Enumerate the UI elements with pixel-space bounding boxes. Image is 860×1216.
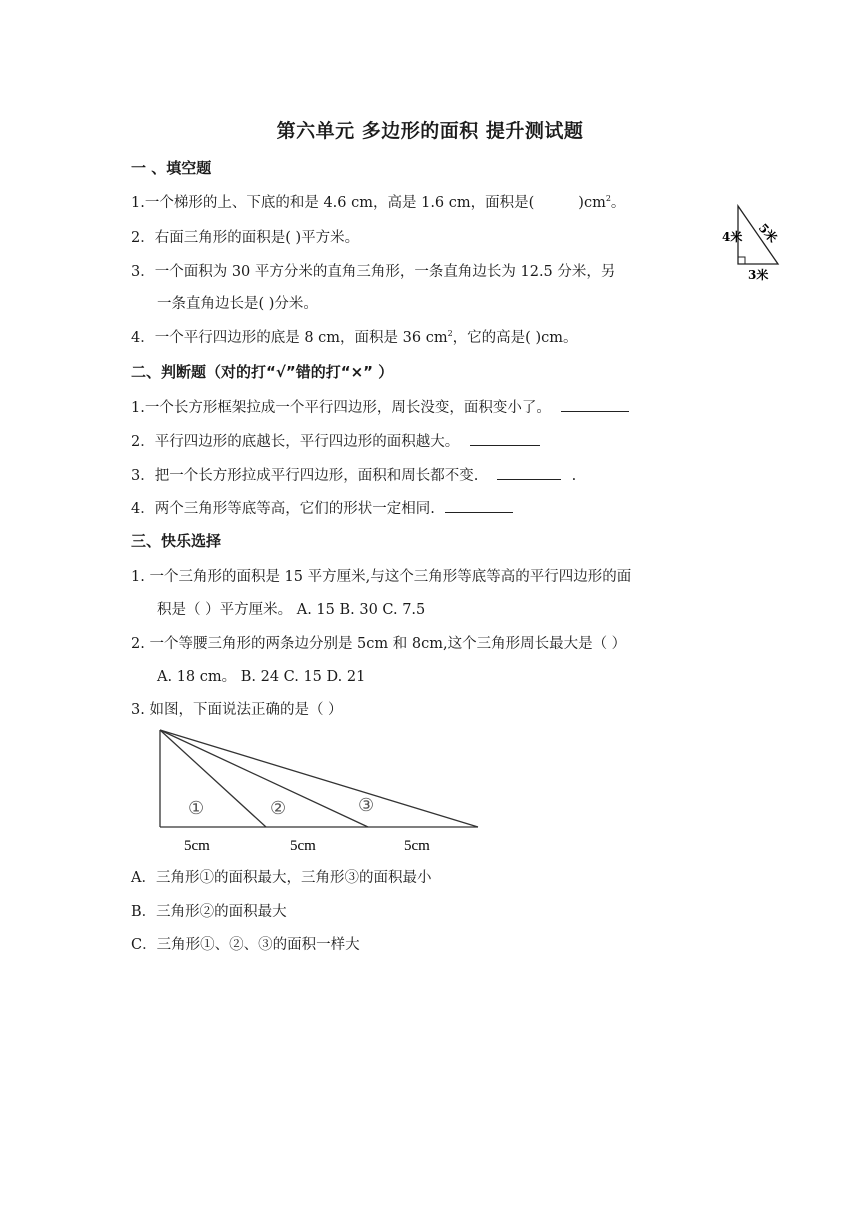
triangle-2-label: ② (270, 798, 287, 819)
q2-3-end: . (571, 468, 577, 484)
option-c[interactable]: C．三角形①、②、③的面积一样大 (131, 937, 360, 953)
answer-blank[interactable] (561, 399, 629, 412)
side-label-5: 5米 (755, 220, 780, 246)
question-3-1-line1: 1. 一个三角形的面积是 15 平方厘米,与这个三角形等底等高的平行四边形的面 (131, 569, 632, 585)
q2-2-text: 2．平行四边形的底越长，平行四边形的面积越大。 (131, 434, 460, 450)
segment-1-label: 5cm (184, 838, 210, 854)
q1-4-end: ，它的高是( )cm。 (452, 330, 578, 346)
question-2-3 (131, 464, 576, 485)
side-label-3: 3米 (748, 268, 769, 282)
segment-2-label: 5cm (290, 838, 316, 854)
question-3-2-line2: A. 18 cm。 B. 24 C. 15 D. 21 (157, 669, 366, 685)
question-1-2: 2．右面三角形的面积是( )平方米。 (131, 230, 360, 246)
section-1-heading: 一 、填空题 (131, 159, 212, 177)
q1-1-sup: 2 (605, 194, 611, 204)
section-3-heading: 三、快乐选择 (131, 532, 222, 550)
question-1-1 (131, 191, 625, 212)
side-label-4: 4米 (722, 230, 743, 244)
q1-4-text: 4．一个平行四边形的底是 8 cm，面积是 36 cm (131, 330, 448, 346)
question-2-2 (131, 430, 540, 451)
question-2-4 (131, 497, 513, 518)
triangle-1-label: ① (188, 798, 205, 819)
answer-blank[interactable] (445, 500, 513, 513)
triangle-3-label: ③ (358, 795, 375, 816)
q1-4-sup: 2 (447, 329, 453, 339)
q1-1-unit: )cm (578, 195, 606, 211)
answer-blank[interactable] (497, 467, 561, 480)
question-3-1-line2: 积是（ ）平方厘米。 A. 15 B. 30 C. 7.5 (157, 602, 426, 618)
q1-1-end: 。 (610, 195, 626, 211)
question-1-3-line1: 3．一个面积为 30 平方分米的直角三角形，一条直角边长为 12.5 分米，另 (131, 264, 616, 280)
option-b[interactable]: B．三角形②的面积最大 (131, 904, 287, 920)
right-triangle-figure (722, 200, 790, 286)
question-3-2-line1: 2. 一个等腰三角形的两条边分别是 5cm 和 8cm,这个三角形周长最大是（ ） (131, 636, 627, 652)
q2-4-text: 4．两个三角形等底等高，它们的形状一定相同. (131, 501, 435, 517)
page-title: 第六单元 多边形的面积 提升测试题 (276, 120, 584, 142)
section-2-heading: 二、判断题（对的打“√”错的打“×” ） (131, 363, 394, 381)
question-1-4 (131, 326, 577, 347)
question-3-3: 3. 如图，下面说法正确的是（ ） (131, 702, 343, 718)
option-a[interactable]: A．三角形①的面积最大，三角形③的面积最小 (131, 870, 432, 886)
q2-3-text: 3．把一个长方形拉成平行四边形，面积和周长都不变. (131, 468, 479, 484)
right-angle-mark (738, 257, 745, 264)
q2-1-text: 1.一个长方形框架拉成一个平行四边形，周长没变，面积变小了。 (131, 400, 551, 416)
question-1-3-line2: 一条直角边长是( )分米。 (157, 296, 318, 312)
answer-blank[interactable] (470, 433, 540, 446)
segment-3-label: 5cm (404, 838, 430, 854)
triangle-1-edge (160, 730, 266, 827)
q1-1-text: 1.一个梯形的上、下底的和是 4.6 cm，高是 1.6 cm，面积是( (131, 195, 535, 211)
triangle-3-edge (160, 730, 478, 827)
three-triangles-figure (150, 722, 490, 862)
question-2-1 (131, 396, 629, 417)
